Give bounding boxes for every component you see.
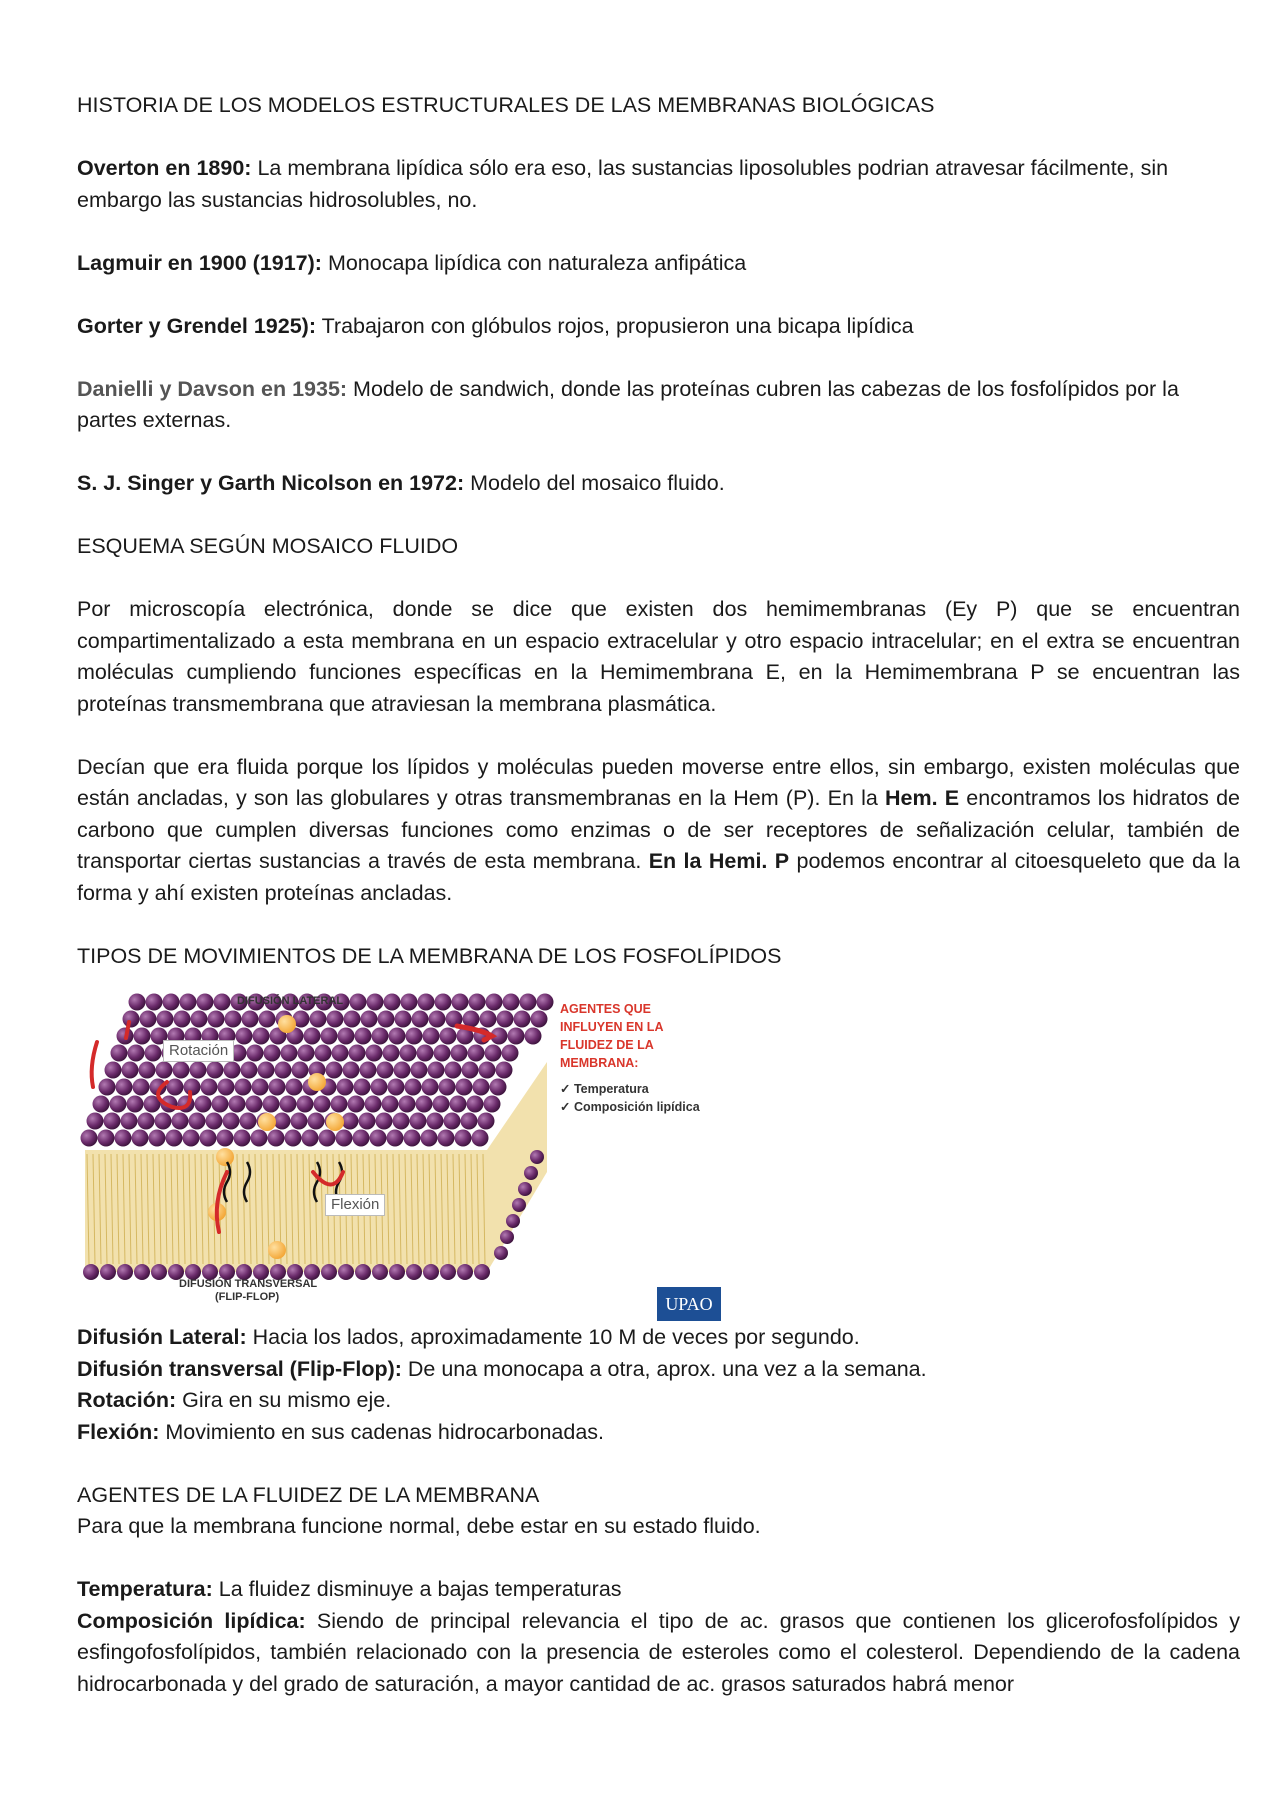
lipid-head-side	[506, 1214, 520, 1228]
lipid-head-top	[259, 1011, 276, 1028]
lipid-head-top	[455, 1130, 472, 1147]
lipid-head-top	[145, 1045, 162, 1062]
lipid-head-top	[485, 1045, 502, 1062]
lipid-head-bottom	[406, 1264, 422, 1280]
lipid-head-top	[269, 1079, 286, 1096]
lipid-head-top	[502, 1045, 519, 1062]
lipid-head-top	[218, 1079, 235, 1096]
lipid-head-top	[167, 1079, 184, 1096]
lipid-head-bottom	[134, 1264, 150, 1280]
lipid-head-top	[389, 1028, 406, 1045]
lipid-head-top	[321, 1028, 338, 1045]
lipid-head-top	[308, 1113, 325, 1130]
lipid-head-top	[435, 994, 452, 1011]
lipid-head-top	[298, 1045, 315, 1062]
lipid-head-top	[274, 1113, 291, 1130]
lipid-head-top	[134, 1028, 151, 1045]
lipid-head-top	[503, 994, 520, 1011]
movement-label: Difusión Lateral:	[77, 1325, 247, 1349]
history-label: Lagmuir en 1900 (1917):	[77, 250, 322, 275]
lipid-head-top	[344, 1011, 361, 1028]
lipid-head-top	[468, 1045, 485, 1062]
label-difusion-transversal: DIFUSIÓN TRANSVERSAL	[179, 1278, 318, 1290]
lipid-head-top	[531, 1011, 548, 1028]
lipid-head-top	[280, 1096, 297, 1113]
lipid-head-top	[349, 1045, 366, 1062]
lipid-head-top	[372, 1028, 389, 1045]
lipid-head-top	[292, 1062, 309, 1079]
protein-marker	[268, 1241, 286, 1259]
paragraph-text: encontramos los hidratos de carbono que cumplen diversas funciones como enzimas o de ser receptores de señalización celular, también de transportar ciertas sustancias a través de esta membrana.	[77, 786, 1241, 873]
lipid-head-top	[246, 1096, 263, 1113]
lipid-head-top	[355, 1028, 372, 1045]
lipid-head-top	[310, 1011, 327, 1028]
lipid-head-top	[342, 1113, 359, 1130]
agent-composicion	[77, 1606, 1240, 1701]
lipid-head-top	[285, 1130, 302, 1147]
lipid-head-top	[327, 1011, 344, 1028]
lipid-head-top	[365, 1096, 382, 1113]
lipid-head-top	[337, 1079, 354, 1096]
lipid-head-top	[208, 1011, 225, 1028]
history-singer	[77, 468, 1240, 500]
lipid-head-top	[434, 1045, 451, 1062]
lipid-head-top	[332, 1045, 349, 1062]
lipid-head-top	[275, 1062, 292, 1079]
movement-text: De una monocapa a otra, aprox. una vez a la semana.	[401, 1356, 927, 1381]
history-label: S. J. Singer y Garth Nicolson en 1972:	[77, 471, 465, 495]
lipid-head-top	[314, 1096, 331, 1113]
lipid-head-top	[440, 1028, 457, 1045]
lipid-head-side	[512, 1198, 526, 1212]
lipid-head-top	[382, 1096, 399, 1113]
lipid-head-top	[229, 1096, 246, 1113]
lipid-head-top	[445, 1062, 462, 1079]
lipid-head-top	[514, 1011, 531, 1028]
membrane-figure	[77, 982, 727, 1322]
agent-temperatura	[77, 1574, 1240, 1606]
lipid-head-top	[393, 1113, 410, 1130]
lipid-head-top	[191, 1011, 208, 1028]
agents-title: AGENTES QUE INFLUYEN EN LA FLUIDEZ DE LA MEMBRANA:	[560, 1002, 664, 1070]
movement-label: Rotación:	[77, 1388, 177, 1412]
lipid-head-top	[264, 1045, 281, 1062]
paragraph-microscopia: Por microscopía electrónica, donde se dice que existen dos hemimembranas (Ey P) que se encuentran compartimentalizado a esta membrana en un espacio extracelular y otro espacio intracelular; en el extra se encuentran moléculas cumpliendo funciones específicas en la Hemimembrana E, en la Hemimembrana P se encuentran las proteínas transmembrana que atraviesan la membrana plasmática.	[77, 597, 1240, 716]
lipid-head-top	[338, 1028, 355, 1045]
movement-rotacion	[77, 1385, 1240, 1417]
lipid-head-top	[520, 994, 537, 1011]
lipid-head-top	[484, 1096, 501, 1113]
lipid-head-top	[200, 1130, 217, 1147]
lipid-head-top	[343, 1062, 360, 1079]
protein-marker	[326, 1113, 344, 1131]
lipid-head-top	[451, 1045, 468, 1062]
lipid-head-top	[411, 1062, 428, 1079]
movement-label: Flexión:	[77, 1419, 160, 1444]
lipid-head-top	[173, 1062, 190, 1079]
paragraph-fluida	[77, 752, 1240, 910]
lipid-head-top	[469, 994, 486, 1011]
lipid-head-top	[423, 1028, 440, 1045]
lipid-head-bottom	[372, 1264, 388, 1280]
lipid-head-top	[395, 1011, 412, 1028]
lipid-head-top	[128, 1045, 145, 1062]
lipid-head-top	[359, 1113, 376, 1130]
lipid-head-top	[326, 1062, 343, 1079]
lipid-head-top	[439, 1079, 456, 1096]
history-text: La membrana lipídica sólo era eso, las sustancias liposolubles podrian atravesar fácilmente, sin embargo las sustancias hidrosolubles, no.	[77, 156, 1169, 212]
lipid-head-top	[81, 1130, 98, 1147]
lipid-head-top	[93, 1096, 110, 1113]
lipid-head-top	[139, 1062, 156, 1079]
lipid-head-top	[354, 1079, 371, 1096]
lipid-head-top	[212, 1096, 229, 1113]
lipid-head-top	[99, 1079, 116, 1096]
lipid-head-top	[263, 1096, 280, 1113]
lipid-head-top	[123, 1011, 140, 1028]
lipid-head-top	[473, 1079, 490, 1096]
lipid-head-top	[252, 1079, 269, 1096]
lipid-head-top	[429, 1011, 446, 1028]
lipid-head-top	[197, 994, 214, 1011]
movement-lateral	[77, 1322, 1240, 1354]
lipid-head-top	[537, 994, 554, 1011]
lipid-head-top	[421, 1130, 438, 1147]
movement-label: Difusión transversal (Flip-Flop):	[77, 1356, 402, 1381]
lipid-head-side	[518, 1182, 532, 1196]
lipid-head-top	[190, 1062, 207, 1079]
lipid-head-top	[121, 1113, 138, 1130]
lipid-head-top	[422, 1079, 439, 1096]
lipid-head-top	[490, 1079, 507, 1096]
lipid-head-top	[478, 1113, 495, 1130]
lipid-head-bottom	[338, 1264, 354, 1280]
lipid-head-side	[494, 1246, 508, 1260]
lipid-head-top	[410, 1113, 427, 1130]
lipid-head-top	[467, 1096, 484, 1113]
history-label: Overton en 1890:	[77, 156, 252, 180]
lipid-head-top	[383, 1045, 400, 1062]
agent-text: Siendo de principal relevancia el tipo de ac. grasos que contienen los glicerofosfolípidos y esfingofosfolípidos, también relacionado con la presencia de esteroles como el colesterol. Dependiendo de la cadena hidrocarbonada y del grado de saturación, a mayor cantidad de ac. grasos saturados habrá menor	[77, 1608, 1240, 1696]
lipid-head-top	[331, 1096, 348, 1113]
lipid-head-top	[247, 1045, 264, 1062]
section-heading-agentes: AGENTES DE LA FLUIDEZ DE LA MEMBRANA	[77, 1482, 540, 1507]
lipid-head-top	[189, 1113, 206, 1130]
lipid-head-top	[206, 1113, 223, 1130]
history-lagmuir	[77, 248, 1240, 280]
lipid-head-top	[480, 1011, 497, 1028]
lipid-head-top	[133, 1079, 150, 1096]
lipid-head-top	[428, 1062, 445, 1079]
agents-item: ✓ Temperatura	[560, 1082, 649, 1096]
lipid-head-top	[235, 1079, 252, 1096]
lipid-head-bottom	[117, 1264, 133, 1280]
lipid-head-top	[291, 1113, 308, 1130]
lipid-head-top	[236, 1028, 253, 1045]
lipid-head-top	[183, 1130, 200, 1147]
agents-box	[560, 1000, 730, 1116]
lipid-head-top	[315, 1045, 332, 1062]
section-heading-mosaico: ESQUEMA SEGÚN MOSAICO FLUIDO	[77, 534, 459, 558]
lipid-head-top	[224, 1062, 241, 1079]
upao-logo: UPAO	[657, 1287, 721, 1321]
history-label: Danielli y Davson en 1935:	[77, 376, 348, 401]
lipid-head-top	[462, 1062, 479, 1079]
lipid-head-top	[472, 1130, 489, 1147]
lipid-head-bottom	[100, 1264, 116, 1280]
lipid-head-top	[241, 1062, 258, 1079]
arrow-mark	[92, 1042, 97, 1087]
lipid-head-top	[456, 1079, 473, 1096]
lipid-head-top	[406, 1028, 423, 1045]
lipid-head-bottom	[457, 1264, 473, 1280]
history-overton	[77, 153, 1240, 216]
page-title: HISTORIA DE LOS MODELOS ESTRUCTURALES DE LAS MEMBRANAS BIOLÓGICAS	[77, 93, 935, 117]
lipid-head-top	[418, 994, 435, 1011]
lipid-head-top	[367, 994, 384, 1011]
lipid-head-top	[286, 1079, 303, 1096]
protein-marker	[216, 1148, 234, 1166]
paragraph-bold: Hem. E	[885, 786, 960, 810]
lipid-head-top	[366, 1045, 383, 1062]
lipid-head-top	[155, 1113, 172, 1130]
lipid-head-top	[427, 1113, 444, 1130]
lipid-head-top	[371, 1079, 388, 1096]
protein-marker	[278, 1015, 296, 1033]
protein-marker	[308, 1073, 326, 1091]
lipid-head-side	[530, 1150, 544, 1164]
lipid-head-top	[156, 1062, 173, 1079]
lipid-head-top	[412, 1011, 429, 1028]
lipid-head-top	[242, 1011, 259, 1028]
lipid-head-bottom	[423, 1264, 439, 1280]
lipid-head-bottom	[321, 1264, 337, 1280]
lipid-head-top	[400, 1045, 417, 1062]
lipid-head-top	[157, 1011, 174, 1028]
lipid-head-top	[111, 1045, 128, 1062]
lipid-head-top	[251, 1130, 268, 1147]
lipid-head-top	[115, 1130, 132, 1147]
lipid-head-top	[378, 1011, 395, 1028]
movement-text: Gira en su mismo eje.	[176, 1388, 392, 1412]
document-page	[77, 90, 1240, 1700]
history-danielli	[77, 374, 1240, 437]
lipid-head-top	[163, 994, 180, 1011]
lipid-head-side	[500, 1230, 514, 1244]
movement-transversal	[77, 1354, 1240, 1386]
label-flip-flop: (FLIP-FLOP)	[215, 1291, 280, 1303]
lipid-head-bottom	[151, 1264, 167, 1280]
lipid-head-top	[110, 1096, 127, 1113]
lipid-head-top	[207, 1062, 224, 1079]
lipid-head-bottom	[83, 1264, 99, 1280]
lipid-head-top	[497, 1011, 514, 1028]
lipid-head-top	[268, 1130, 285, 1147]
lipid-head-bottom	[474, 1264, 490, 1280]
lipid-head-top	[180, 994, 197, 1011]
lipid-head-top	[174, 1011, 191, 1028]
paragraph-text: Decían que era fluida porque los lípidos y moléculas pueden moverse entre ellos, sin embargo, existen moléculas que están ancladas, y son las globulares y otras transmembranas en la Hem (P). En la	[77, 754, 1240, 810]
lipid-head-top	[214, 994, 231, 1011]
lipid-head-top	[508, 1028, 525, 1045]
lipid-head-top	[195, 1096, 212, 1113]
lipid-head-top	[404, 1130, 421, 1147]
label-rotacion: Rotación	[163, 1040, 234, 1062]
lipid-head-top	[377, 1062, 394, 1079]
lipid-head-top	[376, 1113, 393, 1130]
lipid-head-top	[399, 1096, 416, 1113]
lipid-head-top	[297, 1096, 314, 1113]
lipid-head-top	[361, 1011, 378, 1028]
lipid-head-top	[479, 1062, 496, 1079]
lipid-head-bottom	[389, 1264, 405, 1280]
lipid-head-top	[450, 1096, 467, 1113]
lipid-head-top	[405, 1079, 422, 1096]
lipid-head-bottom	[440, 1264, 456, 1280]
agents-item: ✓ Composición lipídica	[560, 1100, 700, 1114]
lipid-head-top	[452, 994, 469, 1011]
lipid-head-top	[486, 994, 503, 1011]
history-label: Gorter y Grendel 1925):	[77, 313, 316, 338]
lipid-head-top	[302, 1130, 319, 1147]
lipid-head-top	[444, 1113, 461, 1130]
agent-label: Composición lipídica:	[77, 1608, 306, 1633]
lipid-head-top	[87, 1113, 104, 1130]
lipid-head-top	[234, 1130, 251, 1147]
label-difusion-lateral: DIFUSIÓN LATERAL	[237, 995, 344, 1007]
history-text: Trabajaron con glóbulos rojos, propusieron una bicapa lipídica	[315, 313, 914, 338]
lipid-head-top	[336, 1130, 353, 1147]
lipid-head-top	[127, 1096, 144, 1113]
lipid-head-top	[166, 1130, 183, 1147]
lipid-head-top	[461, 1113, 478, 1130]
lipid-head-top	[438, 1130, 455, 1147]
lipid-head-top	[146, 994, 163, 1011]
history-gorter	[77, 311, 1240, 343]
protein-marker	[258, 1113, 276, 1131]
lipid-head-top	[319, 1130, 336, 1147]
section-heading-movimientos: TIPOS DE MOVIMIENTOS DE LA MEMBRANA DE LOS FOSFOLÍPIDOS	[77, 943, 782, 968]
lipid-head-top	[105, 1062, 122, 1079]
lipid-head-top	[116, 1079, 133, 1096]
lipid-head-top	[201, 1079, 218, 1096]
lipid-head-top	[496, 1062, 513, 1079]
lipid-head-top	[223, 1113, 240, 1130]
lipid-head-top	[384, 994, 401, 1011]
lipid-head-top	[417, 1045, 434, 1062]
lipid-head-top	[217, 1130, 234, 1147]
lipid-head-top	[132, 1130, 149, 1147]
membrane-illustration	[77, 982, 557, 1322]
lipid-head-bottom	[355, 1264, 371, 1280]
lipid-head-top	[350, 994, 367, 1011]
lipid-head-top	[140, 1011, 157, 1028]
lipid-head-top	[394, 1062, 411, 1079]
agentes-intro: Para que la membrana funcione normal, debe estar en su estado fluido.	[77, 1514, 761, 1538]
lipid-head-side	[524, 1166, 538, 1180]
lipid-head-top	[258, 1062, 275, 1079]
paragraph-bold: En la Hemi. P	[648, 849, 790, 873]
history-text: Modelo de sandwich, donde las proteínas cubren las cabezas de los fosfolípidos por la partes externas.	[77, 376, 1179, 432]
lipid-head-top	[387, 1130, 404, 1147]
agent-text: La fluidez disminuye a bajas temperaturas	[212, 1577, 622, 1601]
lipid-head-top	[240, 1113, 257, 1130]
lipid-head-top	[172, 1113, 189, 1130]
lipid-head-top	[253, 1028, 270, 1045]
history-text: Monocapa lipídica con naturaleza anfipática	[321, 250, 747, 275]
lipid-head-top	[129, 994, 146, 1011]
lipid-head-top	[122, 1062, 139, 1079]
movement-flexion	[77, 1417, 1240, 1449]
movement-text: Hacia los lados, aproximadamente 10 M de veces por segundo.	[246, 1325, 860, 1349]
lipid-head-top	[525, 1028, 542, 1045]
lipid-head-top	[98, 1130, 115, 1147]
lipid-head-top	[281, 1045, 298, 1062]
movement-text: Movimiento en sus cadenas hidrocarbonadas.	[159, 1419, 605, 1444]
lipid-head-top	[401, 994, 418, 1011]
lipid-head-top	[370, 1130, 387, 1147]
lipid-head-top	[149, 1130, 166, 1147]
agent-label: Temperatura:	[77, 1577, 213, 1601]
lipid-head-top	[138, 1113, 155, 1130]
lipid-head-top	[104, 1113, 121, 1130]
lipid-head-top	[225, 1011, 242, 1028]
lipid-head-top	[388, 1079, 405, 1096]
paragraph-text: podemos encontrar al citoesqueleto que da la forma y ahí existen proteínas ancladas.	[77, 849, 1241, 905]
label-flexion: Flexión	[325, 1194, 385, 1216]
history-text: Modelo del mosaico fluido.	[464, 471, 725, 495]
lipid-head-top	[360, 1062, 377, 1079]
lipid-head-top	[304, 1028, 321, 1045]
lipid-head-top	[353, 1130, 370, 1147]
lipid-head-top	[433, 1096, 450, 1113]
lipid-head-top	[348, 1096, 365, 1113]
lipid-head-top	[416, 1096, 433, 1113]
